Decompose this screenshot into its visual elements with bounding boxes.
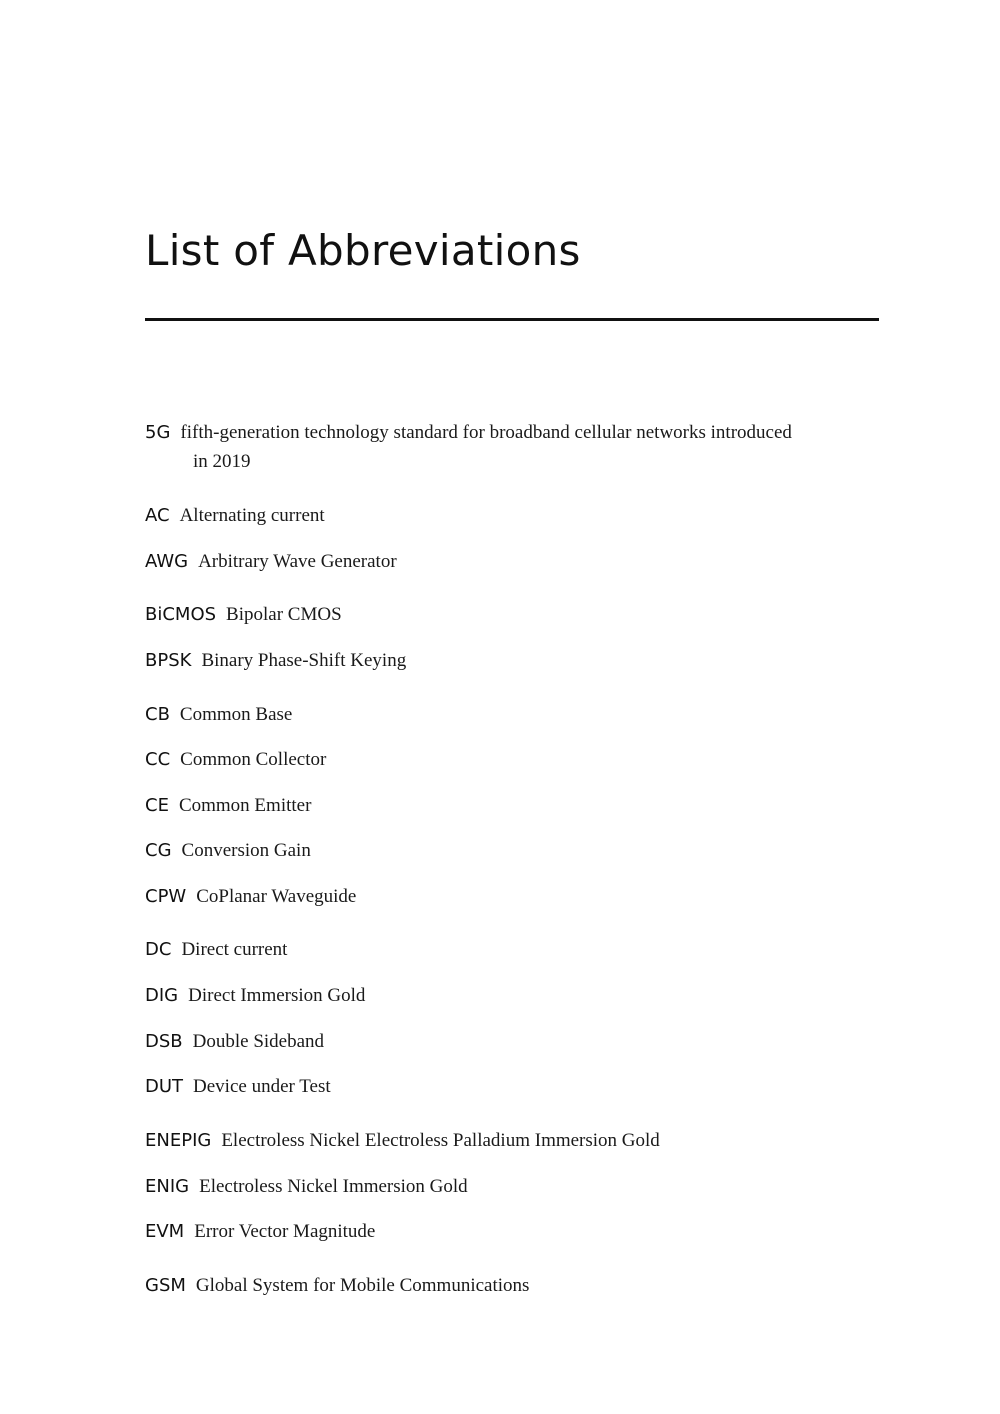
abbreviation-definition: fifth-generation technology standard for broadband cellular networks introduced — [180, 422, 792, 443]
abbreviation-entry — [145, 547, 879, 576]
abbreviation-term: DIG — [145, 985, 179, 1006]
abbreviation-term: EVM — [145, 1221, 185, 1242]
abbreviation-term: CG — [145, 840, 172, 861]
abbreviation-term: AWG — [145, 551, 189, 572]
abbreviation-term: CB — [145, 704, 170, 725]
abbreviation-entry — [145, 882, 879, 911]
abbreviation-definition: Direct current — [181, 939, 288, 960]
abbreviation-definition: Arbitrary Wave Generator — [198, 551, 397, 572]
abbreviation-entry — [145, 745, 879, 774]
abbreviation-definition: Common Collector — [180, 749, 327, 770]
abbreviation-term: 5G — [145, 422, 171, 443]
abbreviation-term: DUT — [145, 1076, 184, 1097]
abbreviation-entry — [145, 501, 879, 530]
abbreviation-entry — [145, 700, 879, 729]
abbreviation-definition: Conversion Gain — [181, 840, 311, 861]
abbreviation-definition: Global System for Mobile Communications — [195, 1275, 530, 1296]
abbreviation-entry — [145, 791, 879, 820]
abbreviation-definition: Bipolar CMOS — [226, 604, 342, 625]
abbreviation-term: CE — [145, 795, 169, 816]
abbreviation-definition: Alternating current — [179, 505, 325, 526]
abbreviation-entry — [145, 600, 879, 629]
abbreviation-definition: Common Emitter — [178, 795, 312, 816]
abbreviation-definition: Electroless Nickel Immersion Gold — [199, 1176, 468, 1197]
abbreviation-entry — [145, 836, 879, 865]
abbreviation-definition: Common Base — [179, 704, 293, 725]
abbreviation-term: DSB — [145, 1031, 183, 1052]
abbreviation-term: BPSK — [145, 650, 192, 671]
abbreviation-definition: CoPlanar Waveguide — [196, 886, 357, 907]
abbreviation-entry — [145, 981, 879, 1010]
abbreviation-entry — [145, 1072, 879, 1101]
abbreviation-entry — [145, 1126, 879, 1155]
abbreviation-term: CPW — [145, 886, 187, 907]
abbreviation-definition: Direct Immersion Gold — [188, 985, 366, 1006]
abbreviation-definition: Device under Test — [193, 1076, 331, 1097]
abbreviation-definition-continued: in 2019 — [193, 451, 251, 472]
abbreviation-definition: Error Vector Magnitude — [194, 1221, 376, 1242]
abbreviation-term: CC — [145, 749, 171, 770]
abbreviation-entry — [145, 418, 879, 476]
abbreviation-entry — [145, 1271, 879, 1300]
abbreviation-definition: Double Sideband — [192, 1031, 325, 1052]
abbreviation-term: ENEPIG — [145, 1130, 212, 1151]
abbreviation-entry — [145, 1172, 879, 1201]
abbreviation-entry — [145, 1217, 879, 1246]
abbreviation-definition: Electroless Nickel Electroless Palladium Immersion Gold — [221, 1130, 660, 1151]
title-rule — [145, 318, 879, 321]
abbreviation-term: DC — [145, 939, 172, 960]
abbreviation-term: BiCMOS — [145, 604, 217, 625]
abbreviation-entry — [145, 646, 879, 675]
abbreviation-definition: Binary Phase-Shift Keying — [201, 650, 407, 671]
chapter-title: List of Abbreviations — [145, 226, 581, 275]
abbreviation-term: ENIG — [145, 1176, 190, 1197]
abbreviation-entry — [145, 1027, 879, 1056]
abbreviation-entry — [145, 935, 879, 964]
abbreviation-term: AC — [145, 505, 170, 526]
abbreviation-term: GSM — [145, 1275, 186, 1296]
